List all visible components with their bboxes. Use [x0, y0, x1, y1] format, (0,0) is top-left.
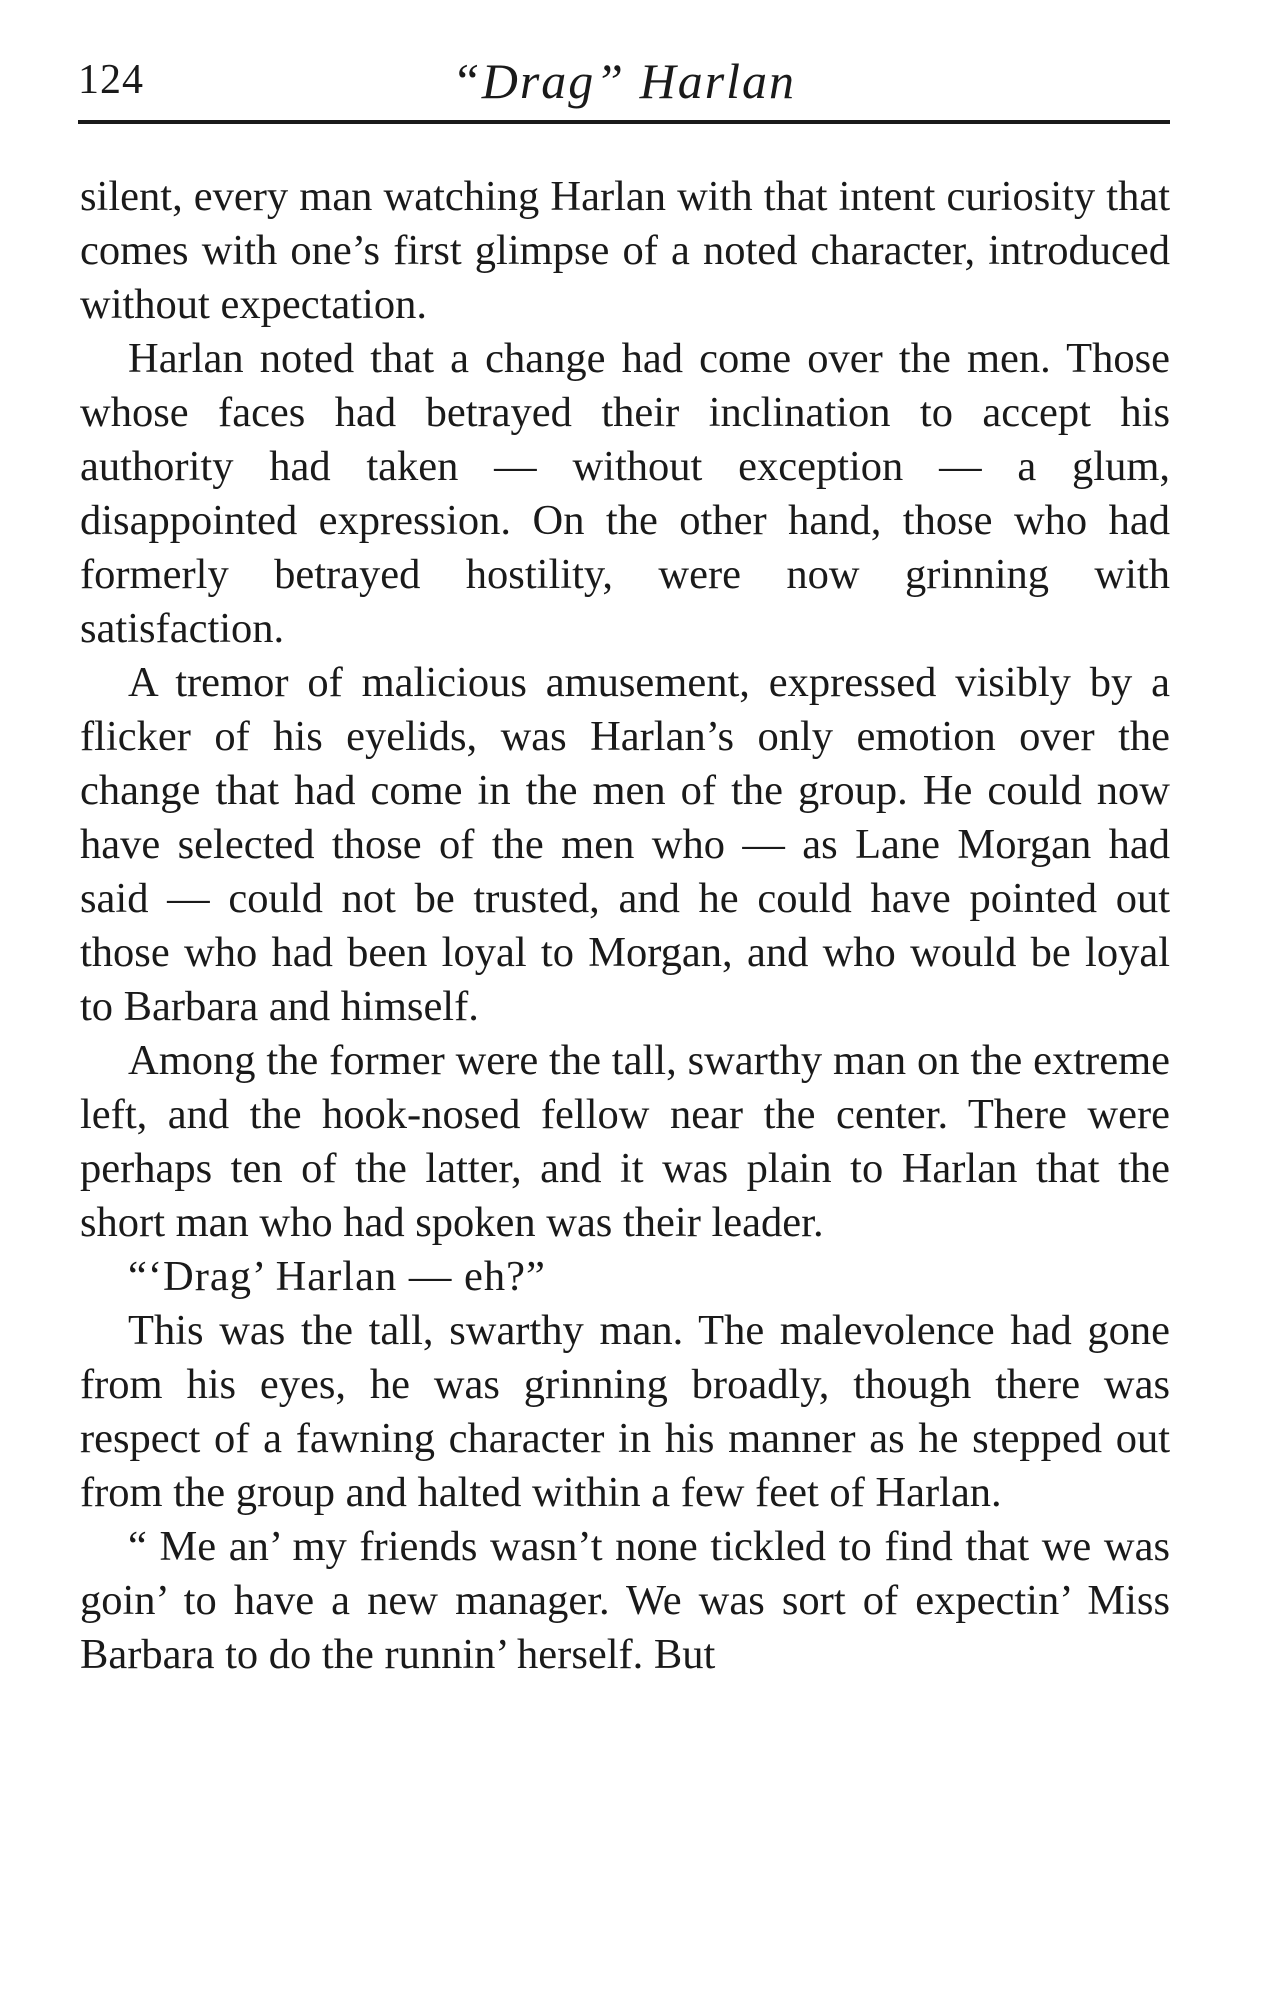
paragraph: A tremor of malicious amusement, expressed visibly by a flicker of his eyelids, was Harlan’s only emotion over the change that had come in the men of the group. He could now have selected those of the men who — as Lane Morgan had said — could not be trusted, and he could have pointed out those who had been loyal to Morgan, and who would be loyal to Barbara and himself.: [80, 659, 1170, 1030]
body-text: [80, 170, 1170, 1682]
paragraph: silent, every man watching Harlan with that intent curiosity that comes with one’s first glimpse of a noted character, introduced without expectation.: [80, 173, 1170, 328]
paragraph: “‘Drag’ Harlan — eh?”: [128, 1253, 546, 1300]
header-rule: [78, 120, 1170, 124]
paragraph: This was the tall, swarthy man. The malevolence had gone from his eyes, he was grinning broadly, though there was respect of a fawning character in his manner as he stepped out from the group and halted within a few feet of Harlan.: [80, 1307, 1170, 1516]
page-header: [78, 52, 1170, 112]
running-title: “Drag” Harlan: [451, 53, 797, 109]
page-number: 124: [78, 57, 144, 103]
paragraph: “ Me an’ my friends wasn’t none tickled to find that we was goin’ to have a new manager. We was sort of expectin’ Miss Barbara to do the runnin’ herself. But: [80, 1523, 1170, 1678]
paragraph: Harlan noted that a change had come over the men. Those whose faces had betrayed their inclination to accept his authority had taken — without exception — a glum, disappointed expression. On the other hand, those who had formerly betrayed hostility, were now grinning with satisfaction.: [80, 335, 1170, 652]
paragraph: Among the former were the tall, swarthy man on the extreme left, and the hook-nosed fellow near the center. There were perhaps ten of the latter, and it was plain to Harlan that the short man who had spoken was their leader.: [80, 1037, 1170, 1246]
